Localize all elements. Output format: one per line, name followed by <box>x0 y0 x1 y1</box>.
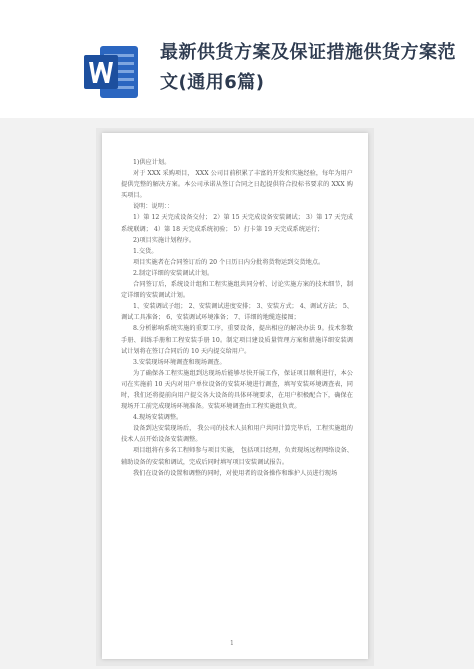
paragraph: 8.分析影响系统实施的重要工序，重要设备，提出相应的解决办法 9。技术参数手册、训练手册和工程安装手册 10。制定项目建设质量管理方案和措施详细安装调试计划将在签订合同后的 10 天内提交给用户。 <box>121 325 353 355</box>
paragraph: 为了确保各工程实施组到达现场后能够尽快开展工作，保证项目顺利进行，本公司在实施前 10 天内对用户单位设备的安装环境进行调查，填写安装环境调查表，同时，我们还将提前向用户提交各大设备的具体环境要求，在用户积极配合下，确保在现场开工前完成现场环境准备。安装环境调查由工程实施组负责。 <box>121 369 353 411</box>
paragraph: 2.制定详细的安装调试计划。 <box>133 269 214 277</box>
paragraph: 我们在设备的设置和调整的同时，对使用者的设备操作和维护人员进行现场 <box>133 469 338 477</box>
page-number: 1 <box>230 640 234 647</box>
word-document-icon <box>82 42 142 102</box>
page-title: 最新供货方案及保证措施供货方案范文(通用6篇) <box>160 42 456 93</box>
paragraph: 项目组将有多名工程师参与项目实施， 包括项目经理，负责现场远程网络设备、辅助设备的安装和调试，完成后同时填写项目安装调试报告。 <box>121 447 353 466</box>
paragraph: 说明：说明：： <box>133 203 174 211</box>
paragraph: 1、安装调试子组； 2、安装调试进度安排； 3、安装方式； 4、调试方法； 5、调试工具准备； 6、安装调试环境准备； 7、详细的地缆连接图； <box>121 303 353 322</box>
paragraph: 2)项目实施计划程序。 <box>133 236 196 244</box>
header-bar <box>0 0 474 118</box>
paragraph: 1)供应计划。 <box>133 159 171 166</box>
paragraph: 项目实施者在合同签订后的 20 个日历日内分批将货物运到交货地点。 <box>133 258 325 266</box>
paragraph: 对于 XXX 采购项目， XXX 公司目前积累了丰富的开发和实施经验，每年为用户提供完整的解决方案。本公司承诺从签订合同之日起提供符合投标书要求的 XXX 购买项目。 <box>121 170 353 200</box>
paragraph: 设备到达安装现场后， 我公司的技术人员和用户共同计算完毕后，工程实施组的技术人员开始设备安装调整。 <box>121 425 353 444</box>
paragraph: 1.交货。 <box>133 247 158 255</box>
document-body <box>121 157 353 479</box>
paragraph: 3.安装现场环境调查和现场调查。 <box>133 358 226 366</box>
paragraph: 4.现场安装调整。 <box>133 414 183 422</box>
paragraph: 合同签订后，系统设计组和工程实施组共同分析、讨论实施方案的技术细节，制定详细的安装调试计划。 <box>121 281 353 300</box>
paragraph: 1）第 12 天完成设备交付； 2）第 15 天完成设备安装调试； 3）第 17 天完成系统联调； 4）第 18 天完成系统初验； 5）打卡第 19 天完成系统运行； <box>121 214 353 233</box>
